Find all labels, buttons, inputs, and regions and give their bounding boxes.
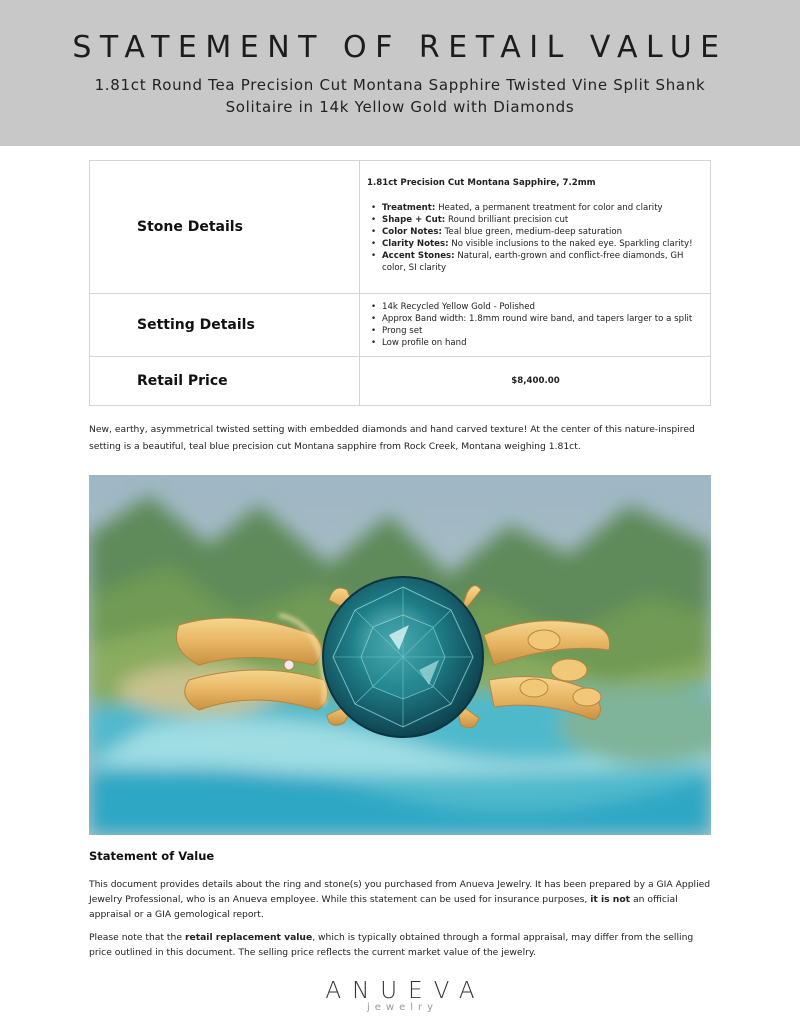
retail-price-value: $8,400.00: [360, 357, 711, 406]
list-item: • Approx Band width: 1.8mm round wire band, and tapers larger to a split: [367, 313, 704, 325]
setting-details-row: [90, 294, 711, 357]
ring-illustration: [89, 475, 711, 835]
document-title: STATEMENT OF RETAIL VALUE: [72, 30, 728, 65]
statement-heading: Statement of Value: [89, 849, 215, 863]
header-banner: [0, 0, 800, 146]
stone-details-row: [90, 161, 711, 294]
stone-details-list: [367, 202, 704, 274]
document-subtitle: 1.81ct Round Tea Precision Cut Montana Sapphire Twisted Vine Split Shank Solitaire in 14k Yellow Gold with Diamonds: [94, 76, 706, 116]
accent-diamond: [284, 660, 294, 670]
setting-details-list: [367, 301, 704, 349]
anueva-logo: [0, 978, 800, 1013]
list-item: • Low profile on hand: [367, 337, 704, 349]
list-item: • Prong set: [367, 325, 704, 337]
list-item: • Color Notes: Teal blue green, medium-deep saturation: [367, 226, 704, 238]
logo-subtitle: jewelry: [366, 1002, 439, 1013]
list-item: • Shape + Cut: Round brilliant precision cut: [367, 214, 704, 226]
details-table: [89, 160, 711, 406]
retail-price-row: [90, 357, 711, 406]
list-item: • Treatment: Heated, a permanent treatment for color and clarity: [367, 202, 704, 214]
stone-details-info: [360, 161, 711, 294]
stone-heading: 1.81ct Precision Cut Montana Sapphire, 7.2mm: [367, 177, 596, 188]
list-item: • Accent Stones: Natural, earth-grown and conflict-free diamonds, GH color, SI clarity: [367, 250, 704, 274]
statement-paragraph-1: This document provides details about the ring and stone(s) you purchased from Anueva Jewelry. It has been prepared by a GIA Applied Jewelry Professional, who is an Anueva employee. While this statement can be used for insurance purposes, it is not an official appraisal or a GIA gemological report.: [89, 879, 711, 920]
statement-paragraph-2: Please note that the retail replacement value, which is typically obtained through a formal appraisal, may differ from the selling price outlined in this document. The selling price reflects the current market value of the jewelry.: [89, 932, 694, 958]
retail-price-label: Retail Price: [90, 357, 360, 406]
stone-details-label: Stone Details: [90, 161, 360, 294]
setting-details-label: Setting Details: [90, 294, 360, 357]
list-item: • 14k Recycled Yellow Gold - Polished: [367, 301, 704, 313]
sapphire-stone: [323, 577, 483, 737]
logo-name: ANUEVA: [325, 978, 486, 1004]
setting-details-info: [360, 294, 711, 357]
list-item: • Clarity Notes: No visible inclusions to the naked eye. Sparkling clarity!: [367, 238, 704, 250]
ring-photo: [89, 475, 711, 835]
intro-paragraph: New, earthy, asymmetrical twisted setting with embedded diamonds and hand carved texture! At the center of this nature-inspired setting is a beautiful, teal blue precision cut Montana sapphire from Rock Creek, Montana weighing 1.81ct.: [89, 424, 695, 452]
